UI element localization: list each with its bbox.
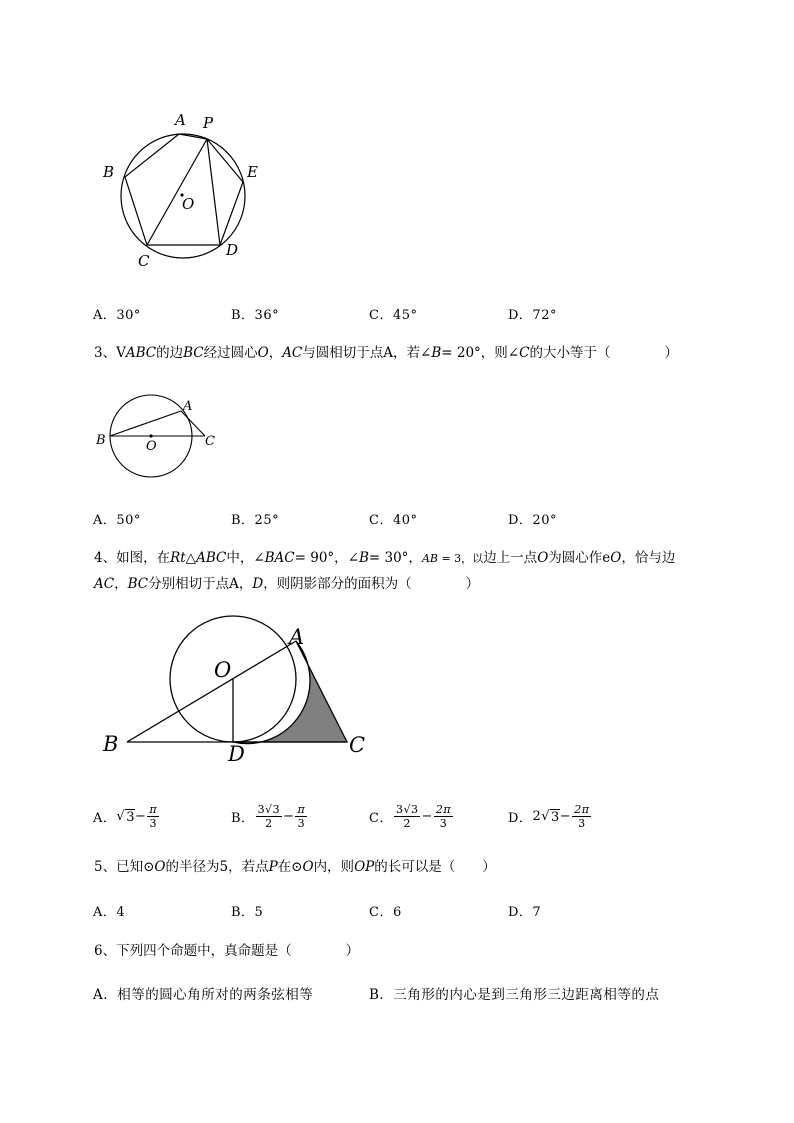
q2-option-b[interactable]: B．36° — [231, 308, 280, 323]
q3-label-O: O — [146, 439, 157, 454]
label-A: A — [175, 111, 186, 129]
q4-stem-line2: AC，BC分别相切于点A，D，则阴影部分的面积为（ ） — [94, 576, 480, 592]
q4-label-D: D — [228, 742, 245, 766]
figure-q4 — [95, 615, 385, 770]
label-C: C — [138, 252, 150, 270]
figure-pentagon-circle — [95, 105, 270, 275]
q3-option-d[interactable]: D．20° — [508, 513, 557, 528]
q6-option-b[interactable]: B．三角形的内心是到三角形三边距离相等的点 — [369, 987, 660, 1003]
q4-stem-line1: 4、如图，在Rt△ABC中，∠BAC= 90°，∠B= 30°，AB = 3，以边上一点O为圆心作eO，恰与边 — [94, 550, 676, 566]
q3-option-c[interactable]: C．40° — [369, 513, 418, 528]
q3-label-B: B — [96, 433, 106, 448]
label-B: B — [103, 163, 115, 181]
q4-label-C: C — [349, 733, 366, 757]
q3-stem: 3、VABC的边BC经过圆心O，AC与圆相切于点A，若∠B= 20°，则∠C的大小等于（ ） — [94, 345, 678, 361]
q4-option-c[interactable]: C． $\frac{3√3}{2}$ − $\frac{2\pi}{3}$ — [369, 803, 452, 830]
label-D: D — [226, 241, 239, 259]
q2-option-a[interactable]: A．30° — [93, 308, 141, 323]
figure-q3 — [92, 390, 222, 485]
q2-option-d[interactable]: D．72° — [508, 308, 557, 323]
q5-stem: 5、已知⊙O的半径为5，若点P在⊙O内，则OP的长可以是（ ） — [94, 859, 496, 875]
q3-option-b[interactable]: B．25° — [231, 513, 280, 528]
q5-option-d[interactable]: D．7 — [508, 905, 542, 920]
q5-option-c[interactable]: C．6 — [369, 905, 402, 920]
q4-option-b[interactable]: B． $\frac{3√3}{2}$ − $\frac{\pi}{3}$ — [231, 803, 306, 830]
q3-option-a[interactable]: A．50° — [93, 513, 141, 528]
q5-option-a[interactable]: A．4 — [93, 905, 126, 920]
q4-label-A: A — [289, 625, 305, 649]
q3-label-A: A — [183, 399, 193, 414]
q5-option-b[interactable]: B．5 — [231, 905, 264, 920]
q6-option-a[interactable]: A．相等的圆心角所对的两条弦相等 — [93, 987, 314, 1003]
q4-option-a[interactable]: A． √ 3 − $\frac{\pi}{3}$ — [93, 803, 158, 830]
q4-label-O: O — [214, 658, 232, 682]
q4-label-B: B — [103, 732, 119, 756]
q6-stem: 6、下列四个命题中，真命题是（ ） — [94, 943, 360, 959]
label-E: E — [247, 163, 258, 181]
label-P: P — [203, 114, 214, 132]
q4-option-d[interactable]: D． 2 √ 3 − $\frac{2\pi}{3}$ — [508, 803, 590, 830]
q2-option-c[interactable]: C．45° — [369, 308, 418, 323]
label-O: O — [182, 195, 195, 213]
q3-label-C: C — [205, 434, 215, 449]
